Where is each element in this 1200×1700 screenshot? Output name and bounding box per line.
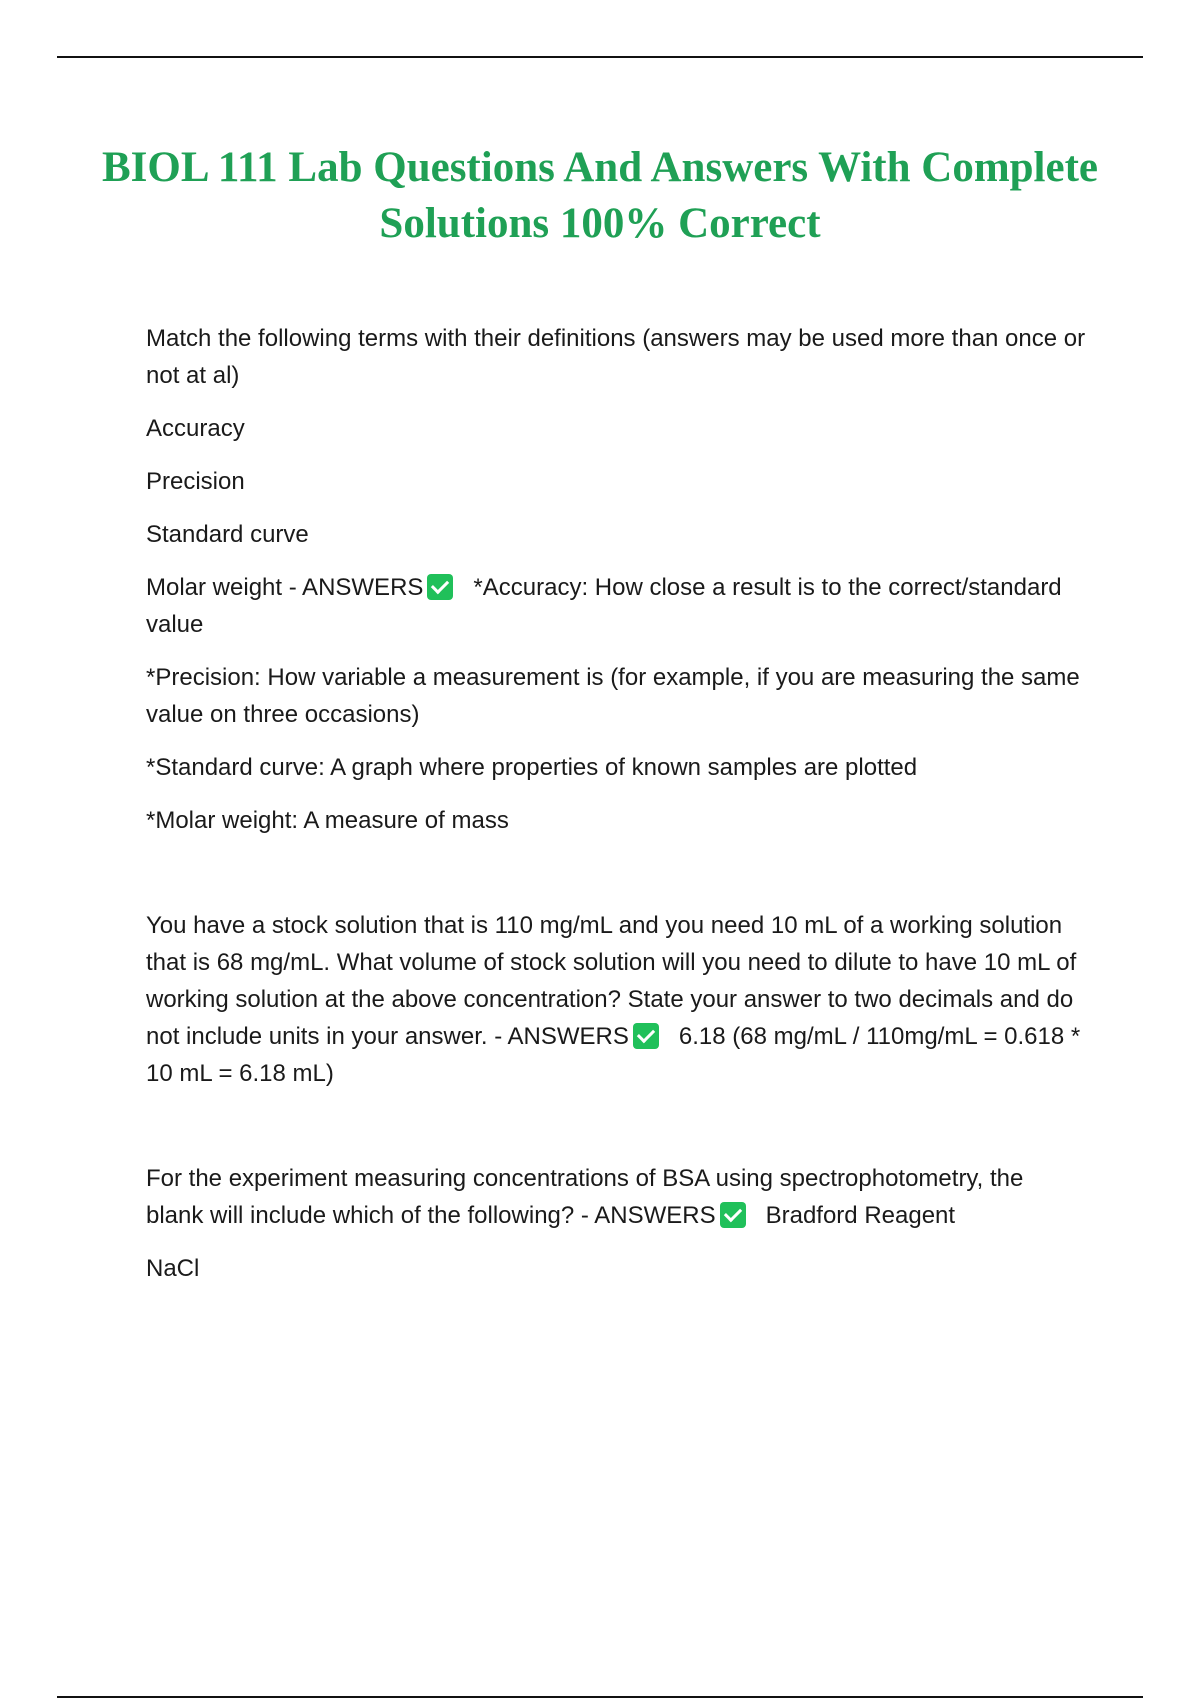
q1-answer — [146, 569, 1086, 643]
term-precision: Precision — [146, 468, 245, 495]
q3-answer: Bradford Reagent — [765, 1202, 956, 1229]
bottom-rule — [57, 1696, 1143, 1698]
q2-prompt: You have a stock solution that is 110 mg/mL and you need 10 mL of a working solution that is 68 mg/mL. What volume of stock solution will you need to dilute to have 10 mL of working solution at the above concentration? State your answer to two decimals and do not include units in your answer. - ANSWERS — [146, 912, 1077, 1050]
q2-answer: 6.18 (68 mg/mL / 110mg/mL = 0.618 * 10 mL = 6.18 mL) — [146, 1023, 1081, 1087]
spacer — [146, 855, 1086, 907]
q1-answer-lead: Molar weight - ANSWERS — [146, 574, 424, 601]
q1-answer-text: *Accuracy: How close a result is to the correct/standard value — [146, 574, 1062, 638]
q3-prompt: For the experiment measuring concentrations of BSA using spectrophotometry, the blank will include which of the following? - ANSWERS — [146, 1165, 1024, 1229]
check-icon — [720, 1202, 746, 1228]
term-standard-curve: Standard curve — [146, 521, 309, 548]
definition-precision: *Precision: How variable a measurement is (for example, if you are measuring the same value on three occasions) — [146, 664, 1080, 728]
definition-molar-weight: *Molar weight: A measure of mass — [146, 807, 509, 834]
definition-standard-curve: *Standard curve: A graph where properties of known samples are plotted — [146, 754, 918, 781]
spacer — [146, 1108, 1086, 1160]
document-body — [146, 320, 1086, 1303]
top-rule — [57, 56, 1143, 58]
check-icon — [633, 1023, 659, 1049]
q1-prompt: Match the following terms with their definitions (answers may be used more than once or not at al) — [146, 325, 1086, 389]
term-accuracy: Accuracy — [146, 415, 245, 442]
q2-block — [146, 907, 1086, 1092]
q3-block — [146, 1160, 1086, 1234]
document-title: BIOL 111 Lab Questions And Answers With Complete Solutions 100% Correct — [101, 144, 1098, 247]
check-icon — [427, 574, 453, 600]
q3-extra: NaCl — [146, 1255, 200, 1282]
